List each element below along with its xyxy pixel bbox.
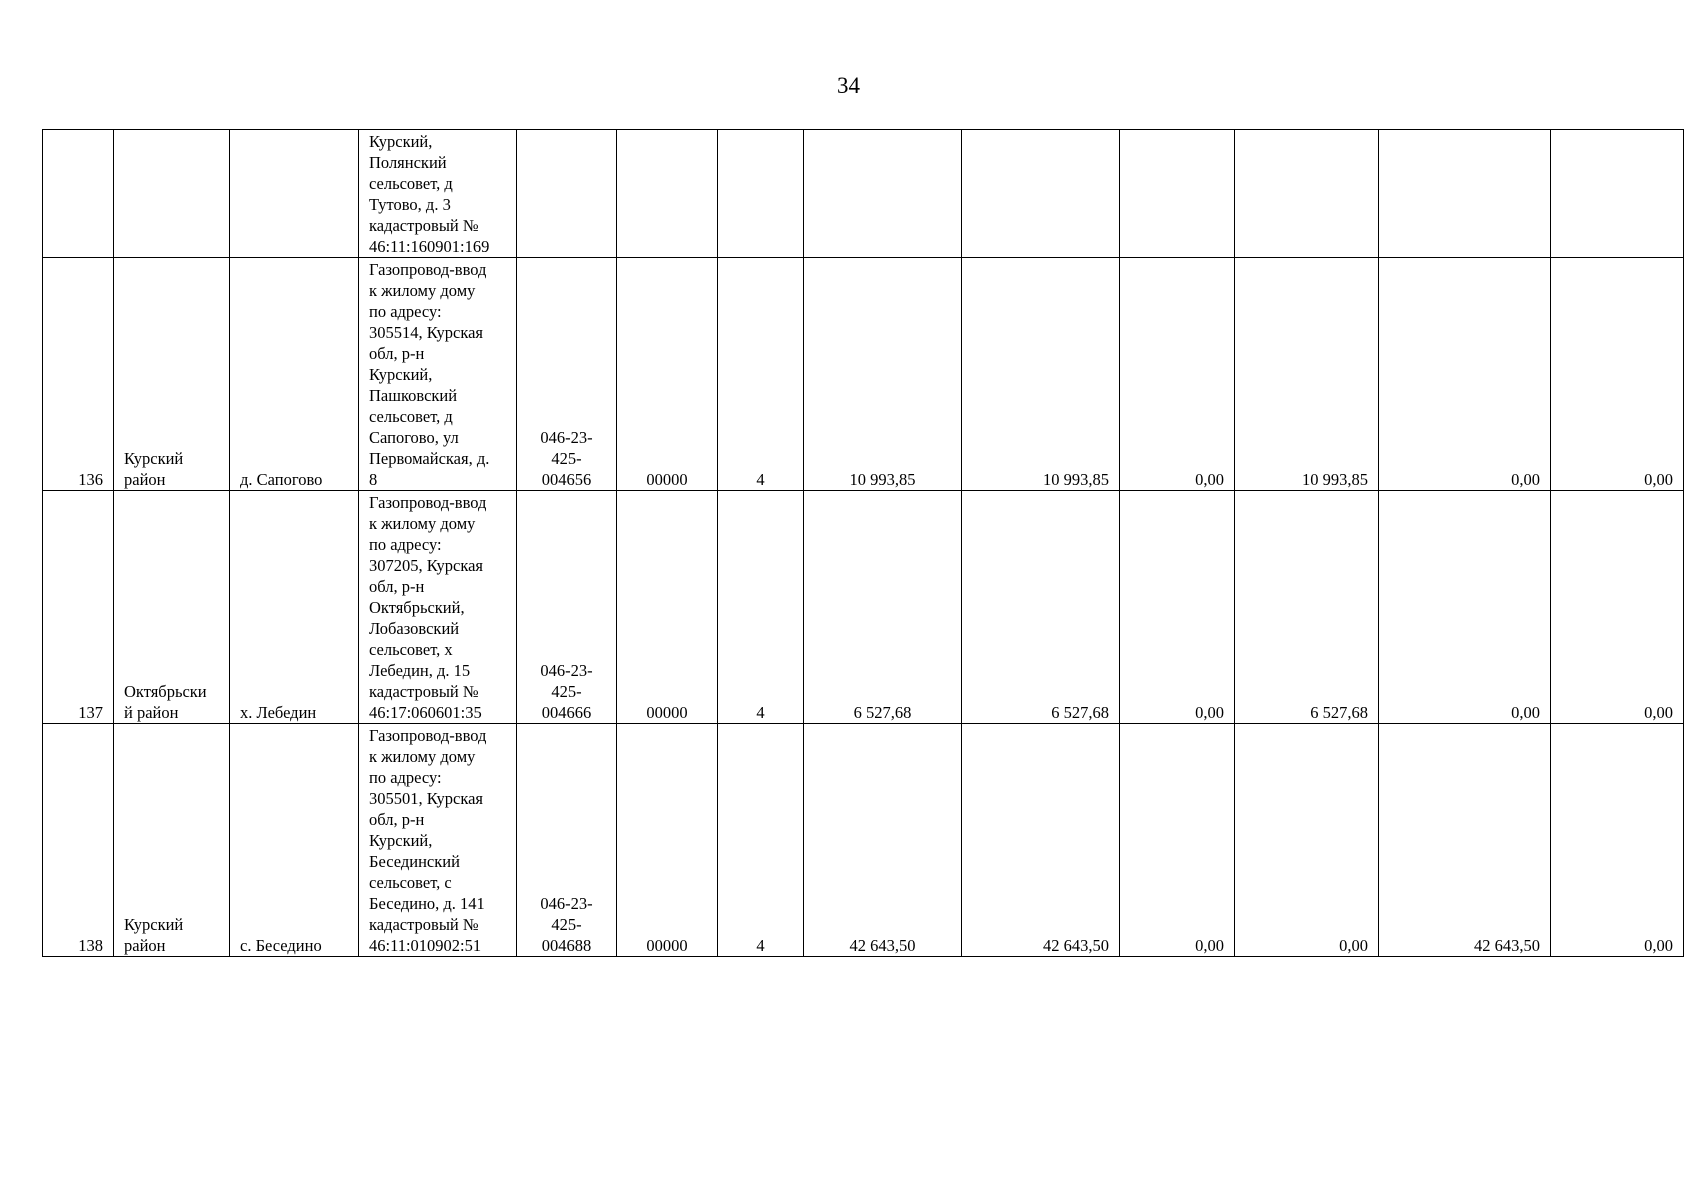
qty-cell (718, 724, 804, 957)
kbk-code: 00000 (646, 470, 688, 489)
district-cell (114, 258, 230, 491)
description-cell (359, 724, 517, 957)
locality: д. Сапогово (240, 470, 323, 489)
amount-3: 0,00 (1339, 936, 1368, 955)
amount-2: 0,00 (1195, 703, 1224, 722)
row-number: 136 (78, 470, 103, 489)
quantity: 4 (756, 936, 765, 955)
row-number-cell (43, 258, 114, 491)
district-cell (114, 130, 230, 258)
amount-1: 42 643,50 (1043, 936, 1109, 955)
registry-table (42, 129, 1684, 957)
object-description: Газопровод-ввод к жилому дому по адресу: 305514, Курская обл, р-н Курский, Пашковский сельсовет, д Сапогово, ул Первомайская, д. 8 (369, 260, 490, 489)
amount-1-cell (962, 724, 1120, 957)
object-code: 046-23- 425- 004656 (540, 428, 593, 489)
object-code: 046-23- 425- 004666 (540, 661, 593, 722)
amount-2-cell (1120, 130, 1235, 258)
amount-total-cell (804, 130, 962, 258)
amount-2: 0,00 (1195, 470, 1224, 489)
kbk-cell (617, 258, 718, 491)
amount-total: 10 993,85 (849, 470, 916, 489)
amount-total-cell (804, 258, 962, 491)
district: Курский район (124, 449, 184, 489)
amount-2: 0,00 (1195, 936, 1224, 955)
amount-1-cell (962, 491, 1120, 724)
amount-5: 0,00 (1644, 470, 1673, 489)
kbk-code: 00000 (646, 703, 688, 722)
amount-5: 0,00 (1644, 703, 1673, 722)
district: Курский район (124, 915, 184, 955)
amount-1-cell (962, 258, 1120, 491)
table-row (43, 724, 1684, 957)
amount-total-cell (804, 491, 962, 724)
kbk-cell (617, 130, 718, 258)
amount-3: 10 993,85 (1302, 470, 1368, 489)
amount-3: 6 527,68 (1310, 703, 1368, 722)
table-row (43, 130, 1684, 258)
amount-5-cell (1551, 258, 1684, 491)
description-cell (359, 491, 517, 724)
amount-4: 0,00 (1511, 470, 1540, 489)
locality-cell (230, 258, 359, 491)
amount-5-cell (1551, 724, 1684, 957)
description-cell (359, 258, 517, 491)
amount-3-cell (1235, 491, 1379, 724)
row-number: 138 (78, 936, 103, 955)
district: Октябрьски й район (124, 682, 207, 722)
amount-4-cell (1379, 258, 1551, 491)
amount-4-cell (1379, 724, 1551, 957)
district-cell (114, 491, 230, 724)
object-description: Газопровод-ввод к жилому дому по адресу: 307205, Курская обл, р-н Октябрьский, Лобазовский сельсовет, х Лебедин, д. 15 кадастровый № 46:17:060601:35 (369, 493, 487, 722)
amount-total-cell (804, 724, 962, 957)
qty-cell (718, 258, 804, 491)
amount-4-cell (1379, 491, 1551, 724)
amount-3-cell (1235, 130, 1379, 258)
locality-cell (230, 724, 359, 957)
table-row (43, 258, 1684, 491)
description-cell (359, 130, 517, 258)
row-number-cell (43, 724, 114, 957)
amount-total: 6 527,68 (853, 703, 912, 722)
row-number-cell (43, 491, 114, 724)
kbk-cell (617, 724, 718, 957)
amount-4-cell (1379, 130, 1551, 258)
amount-5-cell (1551, 491, 1684, 724)
district-cell (114, 724, 230, 957)
qty-cell (718, 130, 804, 258)
kbk-code: 00000 (646, 936, 688, 955)
amount-5-cell (1551, 130, 1684, 258)
kbk-cell (617, 491, 718, 724)
qty-cell (718, 491, 804, 724)
page-number: 34 (837, 73, 860, 98)
row-number-cell (43, 130, 114, 258)
row-number: 137 (78, 703, 103, 722)
locality: с. Беседино (240, 936, 322, 955)
amount-4: 42 643,50 (1474, 936, 1540, 955)
amount-2-cell (1120, 724, 1235, 957)
amount-2-cell (1120, 491, 1235, 724)
quantity: 4 (756, 703, 765, 722)
object-code: 046-23- 425- 004688 (540, 894, 593, 955)
amount-1-cell (962, 130, 1120, 258)
code-cell (517, 130, 617, 258)
amount-3-cell (1235, 258, 1379, 491)
locality: х. Лебедин (240, 703, 317, 722)
code-cell (517, 724, 617, 957)
amount-4: 0,00 (1511, 703, 1540, 722)
code-cell (517, 258, 617, 491)
locality-cell (230, 130, 359, 258)
locality-cell (230, 491, 359, 724)
code-cell (517, 491, 617, 724)
object-description: Газопровод-ввод к жилому дому по адресу: 305501, Курская обл, р-н Курский, Бесединский сельсовет, с Беседино, д. 141 кадастровый № 46:11:010902:51 (369, 726, 487, 955)
table-row (43, 491, 1684, 724)
amount-total: 42 643,50 (849, 936, 916, 955)
object-description: Курский, Полянский сельсовет, д Тутово, д. 3 кадастровый № 46:11:160901:169 (369, 132, 490, 256)
amount-1: 10 993,85 (1043, 470, 1109, 489)
quantity: 4 (756, 470, 765, 489)
amount-1: 6 527,68 (1051, 703, 1109, 722)
amount-2-cell (1120, 258, 1235, 491)
amount-3-cell (1235, 724, 1379, 957)
amount-5: 0,00 (1644, 936, 1673, 955)
